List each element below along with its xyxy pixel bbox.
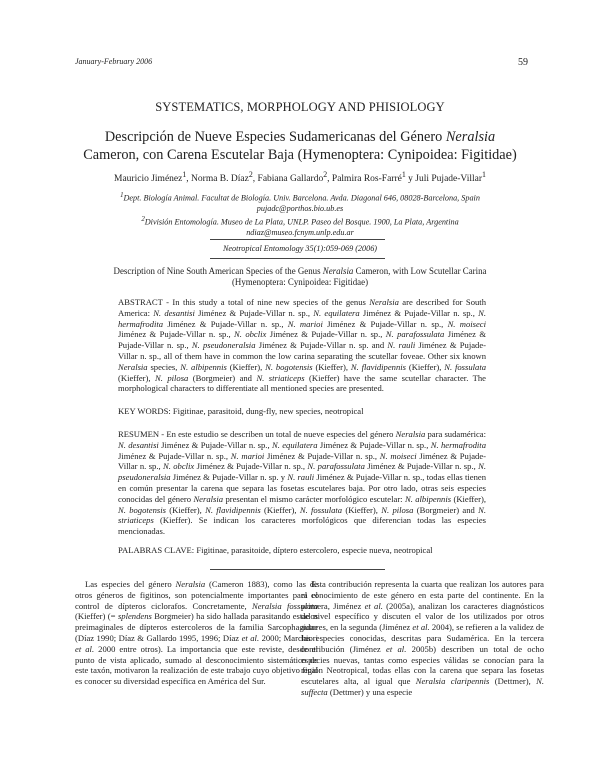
abstract: [118, 297, 486, 394]
resumen-text: Jiménez & Pujade-Villar n. sp.,: [158, 439, 272, 450]
resumen-taxon: N. marioi: [230, 450, 265, 461]
abstract-taxon: N. hermafrodita: [118, 307, 486, 329]
resumen-text: (Kieffer),: [260, 504, 300, 515]
affiliation-1: Dept. Biología Animal. Facultat de Biología. Univ. Barcelona. Avda. Diagonal 646, 08028-Barcelona, Spain: [123, 193, 480, 203]
resumen-text: (Kieffer),: [165, 504, 206, 515]
page-number: 59: [518, 57, 528, 68]
body-text: (Cameron 1883), como las de otros géneros de figitinos, son potencialmente importantes para el control de dípteros ciclorafos. Concretamente,: [75, 579, 318, 611]
author: Palmira Ros-Farré: [331, 174, 402, 185]
abstract-text: (Kieffer) have the same scutellar character. The morphological characters to differentiate all mentioned species are presented.: [118, 372, 487, 394]
abstract-text: Jiménez & Pujade-Villar n. sp.,: [118, 329, 235, 340]
body-taxon: N. suffecta: [301, 676, 544, 697]
body-right-column: [301, 579, 544, 698]
resumen-text: Jiménez & Pujade-Villar n. sp.,: [194, 461, 308, 472]
author-sup: 2: [323, 170, 328, 179]
english-title-text: Description of Nine South American Species of the Genus: [113, 266, 323, 276]
abstract-taxon: N. desantisi: [153, 307, 195, 318]
body-text: Borgmeier) ha sido hallada parasitando estados preimaginales de dípteros estercoleros de la familia Sarcophagidae (Díaz 1990; Díaz & Gallardo 1995, 1996; Díaz: [75, 611, 318, 643]
abstract-taxon: N. moiseci: [447, 318, 486, 329]
body-text: Las especies del género: [85, 579, 176, 589]
resumen-text: Jiménez & Pujade-Villar n. sp.,: [118, 450, 487, 472]
resumen-taxon: Neralsia: [395, 429, 426, 439]
affiliation-sup: 1: [120, 192, 124, 199]
body-taxon: Neralsia fossulata: [252, 600, 318, 611]
resumen-taxon: Neralsia: [193, 493, 224, 504]
author-sup: 2: [248, 170, 253, 179]
resumen-taxon: N. equilatera: [271, 439, 318, 450]
palabras-clave: PALABRAS CLAVE: Figitinae, parasitoide, díptero estercolero, especie nueva, neotropical: [118, 545, 433, 555]
body-text: (2005a), analizan los caracteres diagnósticos de nivel específico y discuten el valor de los utilizados por otros autores, en la segunda (Jiménez: [301, 600, 545, 633]
resumen-taxon: N. albipennis: [404, 493, 452, 504]
abstract-taxon: Neralsia: [369, 297, 399, 307]
body-text: (Dettmer) y una especie: [327, 686, 413, 697]
resumen-text: Jiménez & Pujade-Villar n. sp.,: [264, 450, 380, 461]
author-sup: 1: [401, 170, 406, 179]
resumen-text: Jiménez & Pujade-Villar n. sp. y: [170, 472, 288, 483]
abstract-taxon: N. marioi: [287, 318, 323, 329]
resumen-taxon: N. pilosa: [381, 504, 414, 515]
english-title-line2: (Hymenoptera: Cynipoidea: Figitidae): [231, 277, 369, 287]
resumen-taxon: N. pseudoneralsia: [118, 461, 486, 483]
abstract-text: (Kieffer),: [312, 361, 351, 372]
body-italic: et al.: [412, 622, 430, 633]
affiliation-email-2[interactable]: ndiaz@museo.fcnym.unlp.edu.ar: [246, 227, 354, 237]
abstract-taxon: N. flavidipennis: [350, 361, 406, 372]
title-line2: Cameron, con Carena Escutelar Baja (Hymenoptera: Cynipoidea: Figitidae): [83, 147, 517, 163]
abstract-taxon: N. albipennis: [180, 361, 227, 372]
resumen-text: (Kieffer). Se indican los caracteres morfológicos que diferencian todas las especies mencionadas.: [118, 515, 486, 537]
affiliation-sup: 2: [141, 215, 145, 223]
body-paragraph: [301, 579, 544, 698]
journal-citation: Neotropical Entomology 35(1):059-069 (2006): [222, 244, 378, 253]
english-title: [70, 266, 530, 288]
abstract-taxon: N. parafossulata: [385, 329, 445, 340]
title-line1: Descripción de Nueve Especies Sudamericanas del Género: [104, 129, 446, 145]
abstract-taxon: Neralsia: [118, 361, 148, 372]
resumen-text: Jiménez & Pujade-Villar n. sp., todas ellas tienen en común presentar la carena que separa las fosetas escutelares baja. Por otro lado, otras seis especies conocidas del género: [118, 472, 486, 504]
resumen-taxon: N. bogotensis: [118, 504, 166, 515]
resumen-taxon: N. striaticeps: [118, 504, 486, 526]
body-text: (Kieffer) (=: [75, 611, 118, 622]
body-text: 2000 entre otros). La importancia que este reviste, desde el punto de vista aplicado, sumado al desconocimiento sistemático de este taxón, motivaron la realización de este trabajo cuyo objetivo final es conocer su diversidad específica en América del Sur.: [75, 643, 319, 687]
abstract-text: are described for South America:: [118, 297, 486, 318]
section-title: SYSTEMATICS, MORPHOLOGY AND PHISIOLOGY: [155, 100, 445, 114]
body-taxon: Neralsia: [175, 579, 206, 589]
abstract-text: Jiménez & Pujade-Villar n. sp.,: [266, 329, 386, 340]
resumen-text: Jiménez & Pujade-Villar n. sp.,: [364, 461, 479, 472]
divider: [210, 258, 385, 259]
resumen-taxon: N. rauli: [287, 472, 315, 483]
body-taxon: splendens: [117, 611, 152, 622]
affiliation-2: División Entomología. Museo de La Plata, UNLP. Paseo del Bosque. 1900, La Plata, Argentina: [144, 217, 459, 227]
author-conjunction: y: [405, 174, 416, 185]
abstract-text: Jiménez & Pujade-Villar n. sp. and: [255, 340, 388, 351]
abstract-text: Jiménez & Pujade-Villar n. sp., all of them have in common the low carina separating the scutellar foveae. Other six known: [118, 340, 487, 361]
title-genus: Neralsia: [445, 129, 496, 145]
abstract-taxon: N. striaticeps: [256, 372, 305, 383]
affiliations: [80, 191, 520, 238]
divider: [210, 239, 385, 240]
abstract-text: (Kieffer),: [405, 361, 445, 372]
abstract-taxon: N. pseudoneralsia: [191, 340, 256, 351]
body-italic: et al.: [386, 643, 407, 654]
abstract-text: Jiménez & Pujade-Villar n. sp.,: [322, 318, 448, 329]
resumen-taxon: N. parafossulata: [307, 461, 365, 472]
abstract-taxon: N. pilosa: [154, 372, 189, 383]
resumen-text: (Kieffer),: [451, 493, 486, 504]
author-sup: 1: [182, 170, 187, 179]
resumen-taxon: N. moiseci: [379, 450, 417, 461]
abstract-text: (Kieffer),: [226, 361, 266, 372]
author: Mauricio Jiménez: [114, 174, 183, 185]
author-list: Mauricio Jiménez$^1$, Norma B. Díaz$^2$, Fabiana Gallardo$^2$, Palmira Ros-Farré$^1$ y Juli Pujade-Villar$^1$: [114, 170, 486, 185]
resumen-taxon: N. obclix: [163, 461, 195, 472]
abstract-text: ABSTRACT - In this study a total of nine new species of the genus: [118, 297, 370, 307]
body-text: 2000; Marchiori: [259, 632, 318, 643]
resumen-taxon: N. fossulata: [299, 504, 343, 515]
resumen-text: (Kieffer),: [342, 504, 382, 515]
abstract-taxon: N. bogotensis: [265, 361, 313, 372]
english-title-text: Cameron, with Low Scutellar Carina: [353, 266, 487, 276]
resumen-taxon: N. hermafrodita: [430, 439, 486, 450]
body-text: (Dettmer),: [489, 676, 537, 687]
divider: [210, 569, 385, 570]
article-title: [40, 128, 560, 164]
abstract-text: (Kieffer),: [118, 372, 155, 383]
abstract-taxon: N. equilatera: [313, 307, 360, 318]
body-italic: et al.: [75, 643, 95, 654]
body-left-column: [75, 579, 318, 687]
body-text: 2004), se refieren a la validez de las especies conocidas, descritas para Sudamérica. En la tercera contribución (Jiménez: [301, 622, 544, 654]
abstract-taxon: N. fossulata: [444, 361, 487, 372]
resumen-taxon: N. flavidipennis: [205, 504, 261, 515]
resumen-text: presentan el mismo carácter morfológico escutelar:: [223, 493, 405, 504]
affiliation-email-1[interactable]: pujadc@porthos.bio.ub.es: [256, 204, 344, 214]
abstract-text: Jiménez & Pujade-Villar n. sp.,: [118, 329, 487, 351]
keywords: KEY WORDS: Figitinae, parasitoid, dung-fly, new species, neotropical: [118, 406, 364, 416]
abstract-text: Jiménez & Pujade-Villar n. sp.,: [359, 307, 479, 318]
resumen-taxon: N. desantisi: [118, 439, 159, 450]
author: Fabiana Gallardo: [257, 174, 324, 185]
author: Juli Pujade-Villar: [415, 174, 483, 185]
resumen-text: (Borgmeier) and: [413, 504, 479, 515]
resumen-text: Jiménez & Pujade-Villar n. sp.,: [317, 439, 431, 450]
resumen: [118, 429, 486, 537]
english-title-genus: Neralsia: [322, 266, 354, 276]
body-taxon: Neralsia claripennis: [415, 676, 490, 687]
abstract-text: species,: [147, 361, 181, 372]
abstract-text: (Borgmeier) and: [188, 372, 257, 383]
abstract-taxon: N. obclix: [234, 329, 267, 340]
body-text: Esta contribución representa la cuarta que realizan los autores para el conocimiento de este género en esta parte del continente. En la primera, Jiménez: [301, 579, 544, 611]
abstract-taxon: N. rauli: [387, 340, 416, 351]
body-text: 2005b) describen un total de ocho especies nuevas, tantas como especies válidas se conocían para la región Neotropical, todas ellas con la carena que separa las fosetas escutelares alta, al igual que: [301, 643, 545, 687]
author: Norma B. Díaz: [191, 174, 249, 185]
abstract-text: Jiménez & Pujade-Villar n. sp.,: [194, 307, 314, 318]
journal-date: January-February 2006: [75, 57, 153, 66]
body-italic: et al.: [364, 600, 383, 611]
resumen-text: para sudamérica:: [425, 429, 486, 439]
abstract-text: Jiménez & Pujade-Villar n. sp.,: [163, 318, 288, 329]
resumen-text: RESUMEN - En este estudio se describen un total de nueve especies del género: [118, 429, 396, 439]
author-sup: 1: [482, 170, 486, 179]
body-italic: et al.: [241, 632, 260, 643]
body-paragraph: [75, 579, 318, 687]
resumen-text: Jiménez & Pujade-Villar n. sp.,: [118, 450, 231, 461]
